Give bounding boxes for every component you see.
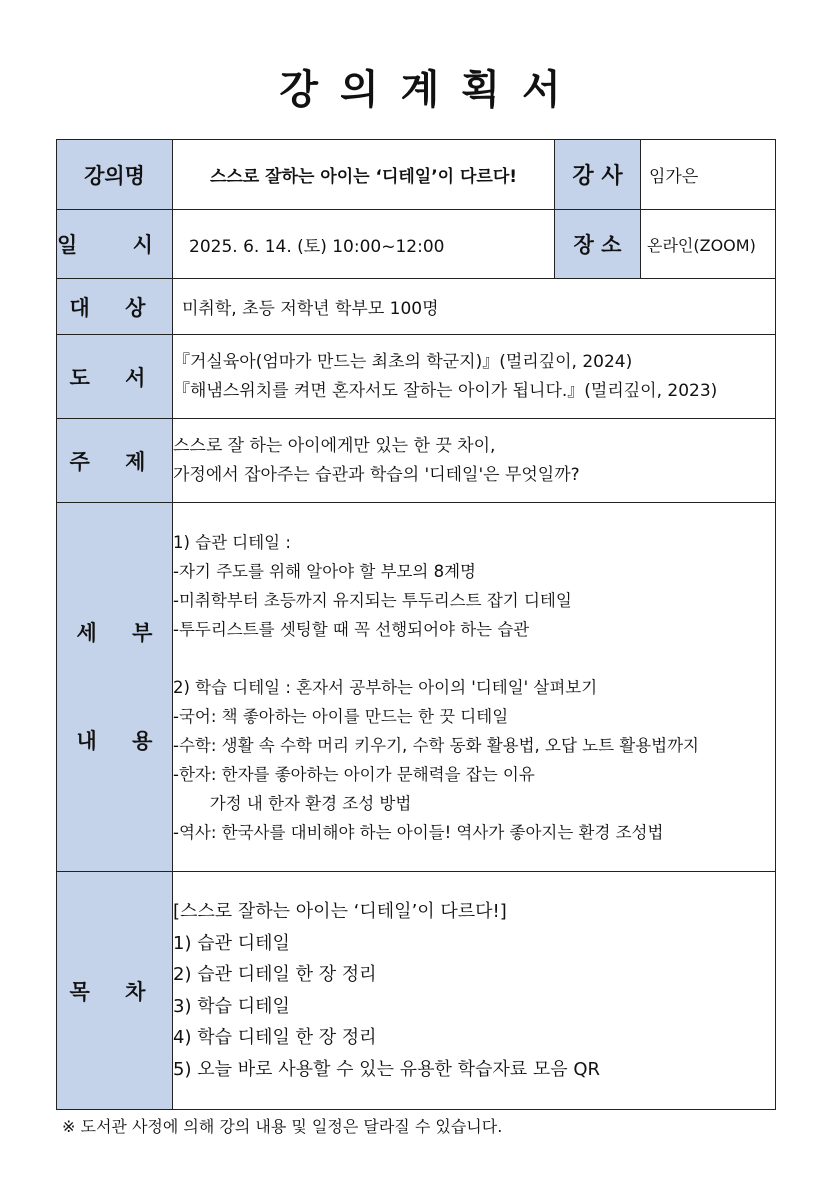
detail-line: -자기 주도를 위해 알아야 할 부모의 8계명 [173, 561, 476, 581]
instructor-label: 강 사 [555, 140, 641, 210]
instructor-name: 임가은 [641, 140, 776, 210]
target-label: 대 상 [57, 279, 173, 335]
detail-line: -미취학부터 초등까지 유지되는 투두리스트 잡기 디테일 [173, 590, 572, 610]
topic-line: 스스로 잘 하는 아이에게만 있는 한 끗 차이, [173, 435, 496, 456]
details-label: 세 부 내 용 [57, 503, 173, 872]
book-line: 『거실육아(엄마가 만드는 최초의 학군지)』(멀리깊이, 2024) [173, 351, 633, 372]
details-content [173, 503, 776, 872]
footnote: ※ 도서관 사정에 의해 강의 내용 및 일정은 달라질 수 있습니다. [62, 1117, 503, 1136]
row-date [57, 210, 776, 279]
toc-item: 5) 오늘 바로 사용할 수 있는 유용한 학습자료 모음 QR [173, 1058, 601, 1080]
row-details [57, 503, 776, 872]
detail-line: -한자: 한자를 좋아하는 아이가 문해력을 잡는 이유 [173, 764, 535, 784]
toc-item: 2) 습관 디테일 한 장 정리 [173, 964, 377, 985]
detail-line: 가정 내 한자 환경 조성 방법 [173, 793, 412, 813]
detail-line: 1) 습관 디테일 : [173, 532, 291, 552]
row-topic [57, 419, 776, 503]
topic-line: 가정에서 잡아주는 습관과 학습의 '디테일'은 무엇일까? [173, 464, 580, 485]
detail-line: -투두리스트를 셋팅할 때 꼭 선행되어야 하는 습관 [173, 619, 530, 639]
books-label: 도 서 [57, 335, 173, 419]
detail-line: 2) 학습 디테일 : 혼자서 공부하는 아이의 '디테일' 살펴보기 [173, 677, 598, 697]
detail-line: -역사: 한국사를 대비해야 하는 아이들! 역사가 좋아지는 환경 조성법 [173, 822, 664, 842]
toc-content [173, 872, 776, 1110]
detail-line: -국어: 책 좋아하는 아이를 만드는 한 끗 디테일 [173, 706, 509, 726]
page-title: 강의계획서 [279, 67, 583, 113]
toc-item: 4) 학습 디테일 한 장 정리 [173, 1027, 377, 1048]
date-value: 2025. 6. 14. (토) 10:00~12:00 [173, 210, 555, 279]
books-list [173, 335, 776, 419]
row-target [57, 279, 776, 335]
toc-item: 1) 습관 디테일 [173, 932, 290, 954]
row-toc [57, 872, 776, 1110]
lecture-title: 스스로 잘하는 아이는 ‘디테일’이 다르다! [173, 140, 555, 210]
lecture-plan-table [56, 139, 776, 1110]
detail-line: -수학: 생활 속 수학 머리 키우기, 수학 동화 활용법, 오답 노트 활용법까지 [173, 735, 699, 755]
target-value: 미취학, 초등 저학년 학부모 100명 [173, 279, 776, 335]
place-value: 온라인(ZOOM) [641, 210, 776, 279]
place-label: 장 소 [555, 210, 641, 279]
date-label: 일 시 [57, 210, 173, 279]
row-books [57, 335, 776, 419]
topic-text [173, 419, 776, 503]
topic-label: 주 제 [57, 419, 173, 503]
toc-item: [스스로 잘하는 아이는 ‘디테일’이 다르다!] [173, 901, 507, 922]
book-line: 『해냄스위치를 켜면 혼자서도 잘하는 아이가 됩니다.』(멀리깊이, 2023) [173, 380, 718, 401]
toc-label: 목 차 [57, 872, 173, 1110]
lecture-label: 강의명 [57, 140, 173, 210]
toc-item: 3) 학습 디테일 [173, 995, 290, 1017]
detail-line [173, 644, 775, 673]
row-lecture [57, 140, 776, 210]
